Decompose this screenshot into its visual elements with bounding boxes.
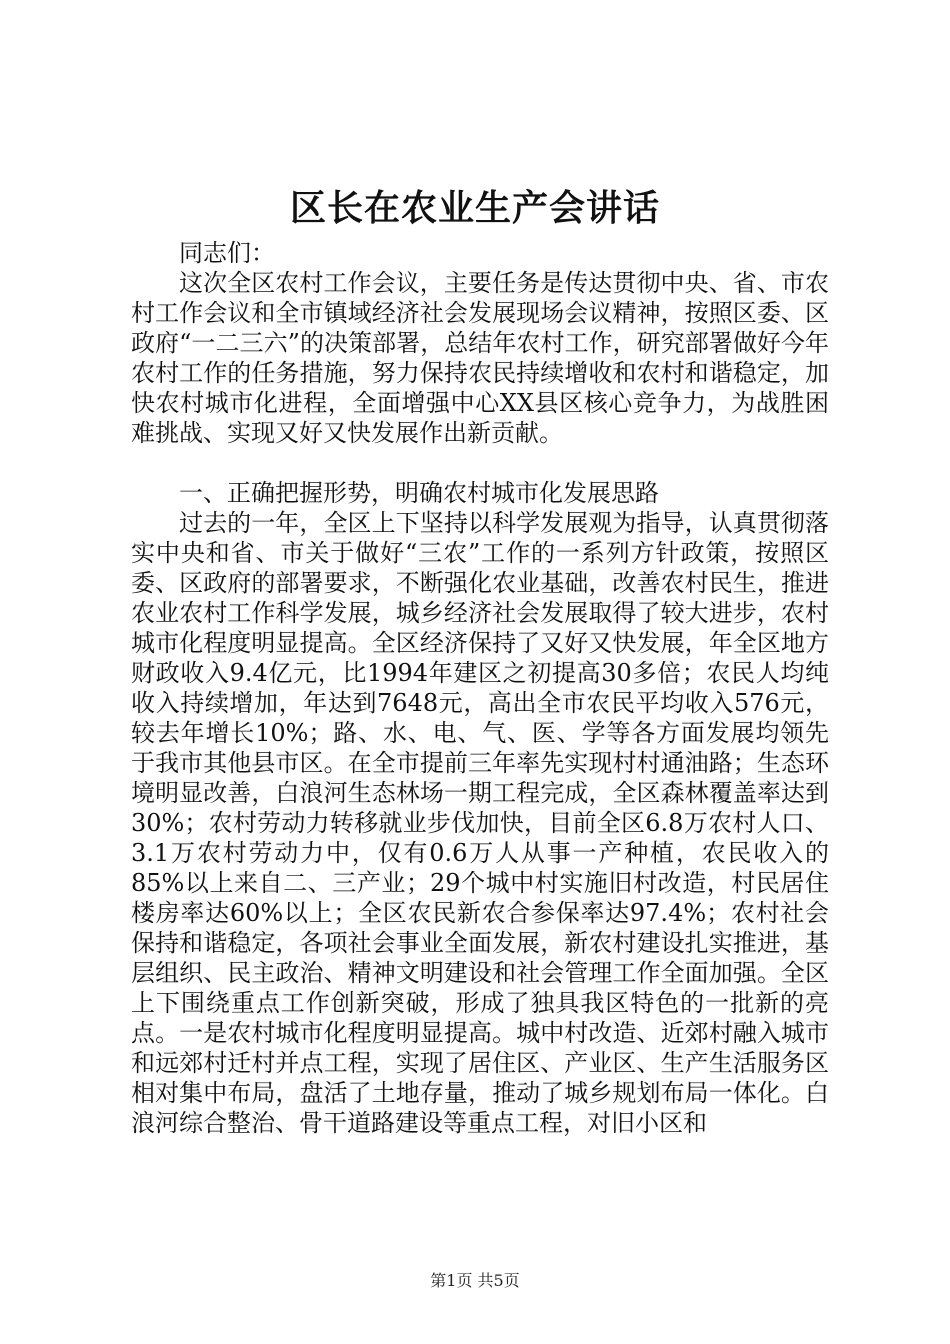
paragraph-review: 过去的一年，全区上下坚持以科学发展观为指导，认真贯彻落实中央和省、市关于做好“三农”工作的一系列方针政策，按照区委、区政府的部署要求，不断强化农业基础，改善农村民生，推进农业农村工作科学发展，城乡经济社会发展取得了较大进步，农村城市化程度明显提高。全区经济保持了又好又快发展，年全区地方财政收入9.4亿元，比1994年建区之初提高30多倍；农民人均纯收入持续增加，年达到7648元，高出全市农民平均收入576元，较去年增长10%；路、水、电、气、医、学等各方面发展均领先于我市其他县市区。在全市提前三年率先实现村村通油路；生态环境明显改善，白浪河生态林场一期工程完成，全区森林覆盖率达到30%；农村劳动力转移就业步伐加快，目前全区6.8万农村人口、3.1万农村劳动力中，仅有0.6万人从事一产种植，农民收入的85%以上来自二、三产业；29个城中村实施旧村改造，村民居住楼房率达60%以上；全区农民新农合参保率达97.4%；农村社会保持和谐稳定，各项社会事业全面发展，新农村建设扎实推进，基层组织、民主政治、精神文明建设和社会管理工作全面加强。全区上下围绕重点工作创新突破，形成了独具我区特色的一批新的亮点。一是农村城市化程度明显提高。城中村改造、近郊村融入城市和远郊村迁村并点工程，实现了居住区、产业区、生产生活服务区相对集中布局，盘活了土地存量，推动了城乡规划布局一体化。白浪河综合整治、骨干道路建设等重点工程，对旧小区和	[131, 509, 829, 1137]
section-heading-1: 一、正确把握形势，明确农村城市化发展思路	[179, 479, 659, 507]
blank-line	[131, 448, 829, 478]
paragraph-intro: 这次全区农村工作会议，主要任务是传达贯彻中央、省、市农村工作会议和全市镇域经济社会发展现场会议精神，按照区委、区政府“一二三六”的决策部署，总结年农村工作，研究部署做好今年农村工作的任务措施，努力保持农民持续增收和农村和谐稳定，加快农村城市化进程，全面增强中心XX县区核心竞争力，为战胜困难挑战、实现又好又快发展作出新贡献。	[131, 269, 829, 447]
page-number-footer: 第1页 共5页	[430, 1271, 520, 1290]
document-title: 区长在农业生产会讲话	[289, 187, 660, 229]
salutation: 同志们：	[179, 239, 275, 267]
document-body	[131, 238, 829, 1138]
